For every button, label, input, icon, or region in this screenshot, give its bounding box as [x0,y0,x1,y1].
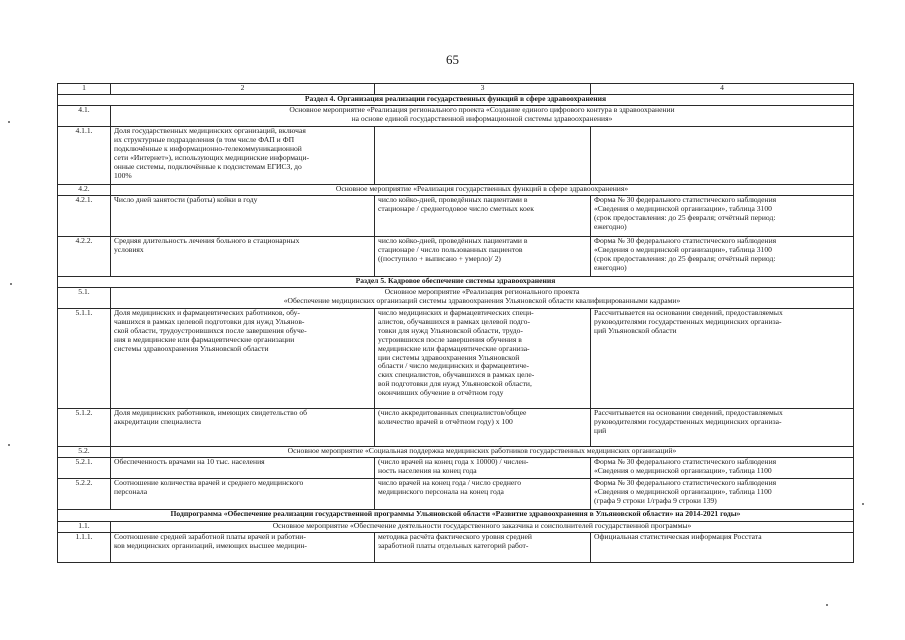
section-title: Подпрограмма «Обеспечение реализации государственной программы Ульяновской области «Развитие здравоохранения в Ульяновской области» на 2014-2021 годы» [58,510,854,522]
text-line: руководителями государственных медицинских организа- [594,316,782,326]
row-number: 4.1. [58,106,111,127]
scan-speck [826,604,828,606]
text-line: Основное мероприятие «Реализация регионального проекта «Создание единого цифрового контура в здравоохранении [289,105,675,114]
text-line: Основное мероприятие «Реализация регионального проекта [384,287,580,296]
row-number: 5.1.2. [58,409,111,447]
activity-row [58,447,854,458]
text-line: товки для нужд Ульяновской области, трудо- [378,325,523,335]
text-line: аккредитации специалиста [114,416,201,426]
text-line: алистов, обучавшихся в рамках целевой подго- [378,316,530,326]
column-header: 4 [591,84,854,95]
text-line: ((поступило + выписано + умерло)/ 2) [378,253,501,263]
row-number: 5.1.1. [58,309,111,409]
data-source [591,479,854,510]
indicator-row [58,237,854,277]
indicator-name [111,127,375,185]
text-line: 100% [114,170,132,180]
activity-title [111,522,854,533]
calculation-method [375,409,591,447]
indicator-name [111,237,375,277]
section-header-row [58,510,854,522]
indicator-row [58,196,854,237]
text-line: заработной платы отдельных категорий работ- [378,540,529,550]
text-line: системы здравоохранения Ульяновской области [114,343,269,353]
data-source [591,196,854,237]
text-line: «Сведения о медицинской организации», таблица 1100 [594,465,772,475]
text-line: «Сведения о медицинской организации», таблица 1100 [594,486,772,496]
text-line: стационаре / среднегодовое число сметных коек [378,203,534,213]
text-line: число койко-дней, проведённых пациентами в [378,195,528,204]
calculation-method [375,127,591,185]
text-line: руководителями государственных медицинских организа- [594,416,782,426]
row-number: 5.2.1. [58,458,111,479]
activity-title [111,288,854,309]
activity-row [58,522,854,533]
text-line: Число дней занятости (работы) койки в году [114,195,258,204]
text-line: число койко-дней, проведённых пациентами в [378,236,528,245]
text-line: Форма № 30 федерального статистического наблюдения [594,195,777,204]
text-line: подключённые к информационно-телекоммуникационной [114,143,302,153]
calculation-method [375,309,591,409]
activity-row [58,106,854,127]
text-line: Основное мероприятие «Социальная поддержка медицинских работников государственных медицинских организаций» [287,446,677,455]
row-number: 5.1. [58,288,111,309]
data-source [591,309,854,409]
text-line: ежегодно) [594,221,627,231]
text-line: (срок предоставления: до 25 февраля; отчётный период: [594,253,776,263]
text-line: Основное мероприятие «Реализация государственных функций в сфере здравоохранения» [335,184,629,193]
calculation-method [375,237,591,277]
indicator-name [111,196,375,237]
text-line: Доля государственных медицинских организаций, включая [114,126,306,135]
row-number: 1.1.1. [58,533,111,563]
text-line: онные системы, подключённые к подсистемам ЕГИСЗ, до [114,161,302,171]
text-line: ков медицинских организаций, имеющих высшее медицин- [114,540,307,550]
column-header: 2 [111,84,375,95]
text-line: Доля медицинских работников, имеющих свидетельство об [114,408,308,417]
section-title: Раздел 5. Кадровое обеспечение системы здравоохранения [58,277,854,288]
text-line: ность населения на конец года [378,465,477,475]
scan-speck [8,444,10,446]
row-number: 1.1. [58,522,111,533]
text-line: ских специалистов, обучавшихся в рамках целе- [378,370,535,380]
row-number: 5.2.2. [58,479,111,510]
section-title: Раздел 4. Организация реализации государственных функций в сфере здравоохранения [58,95,854,106]
indicator-row [58,127,854,185]
row-number: 5.2. [58,447,111,458]
text-line: Официальная статистическая информация Росстата [594,532,762,541]
section-header-row [58,95,854,106]
indicator-name [111,458,375,479]
text-line: число врачей на конец года / число среднего [378,478,522,487]
indicator-name [111,533,375,563]
column-header: 3 [375,84,591,95]
activity-row [58,288,854,309]
text-line: области / число медицинских и фармацевтиче- [378,361,530,371]
row-number: 4.1.1. [58,127,111,185]
text-line: Соотношение средней заработной платы врачей и работни- [114,532,306,541]
text-line: (число аккредитованных специалистов/общее [378,408,527,417]
row-number: 4.2.2. [58,237,111,277]
text-line: ций Ульяновской области [594,325,677,335]
indicator-row [58,533,854,563]
indicator-name [111,309,375,409]
text-line: Обеспеченность врачами на 10 тыс. населения [114,457,265,466]
data-source [591,237,854,277]
calculation-method [375,479,591,510]
page-number: 65 [446,52,459,67]
text-line: методика расчёта фактического уровня средней [378,532,532,541]
column-header: 1 [58,84,111,95]
text-line: ской области, трудоустроившихся после завершения обуче- [114,325,307,335]
text-line: (срок предоставления: до 25 февраля; отчётный период: [594,212,776,222]
text-line: медицинские или фармацевтические организа- [378,343,530,353]
text-line: ния в медицинские или фармацевтические организации [114,334,295,344]
data-source [591,533,854,563]
activity-row [58,185,854,196]
text-line: Доля медицинских и фармацевтических работников, обу- [114,308,300,317]
text-line: «Обеспечение медицинских организаций системы здравоохранения Ульяновской области квалифицированными кадрами» [283,295,681,305]
text-line: Форма № 30 федерального статистического наблюдения [594,236,777,245]
text-line: сети «Интернет»), использующих медицинские информаци- [114,152,310,162]
text-line: медицинского персонала на конец года [378,486,504,496]
text-line: Рассчитывается на основании сведений, предоставляемых [594,408,783,417]
indicator-name [111,409,375,447]
data-source [591,458,854,479]
indicator-table [57,83,854,563]
text-line: Форма № 30 федерального статистического наблюдения [594,457,777,466]
text-line: условиях [114,244,144,254]
text-line: их структурные подразделения (в том числе ФАП и ФП [114,134,295,144]
text-line: устроившихся после завершения обучения в [378,334,522,344]
text-line: чавшихся в рамках целевой подготовки для нужд Ульянов- [114,316,305,326]
text-line: «Сведения о медицинской организации», таблица 3100 [594,244,772,254]
text-line: на основе единой государственной информационной системы здравоохранения» [351,113,613,123]
text-line: Средняя длительность лечения больного в стационарных [114,236,300,245]
activity-title [111,106,854,127]
indicator-row [58,409,854,447]
text-line: окончивших обучение в отчётном году [378,388,504,398]
text-line: ции системы здравоохранения Ульяновской [378,352,520,362]
calculation-method [375,458,591,479]
text-line: число медицинских и фармацевтических специ- [378,308,534,317]
text-line: ций [594,425,607,435]
text-line: количество врачей в отчётном году) х 100 [378,416,513,426]
scan-speck [862,503,864,505]
data-source [591,409,854,447]
column-number-row [58,84,854,95]
activity-title [111,447,854,458]
text-line: Форма № 30 федерального статистического наблюдения [594,478,777,487]
text-line: ежегодно) [594,262,627,272]
row-number: 4.2. [58,185,111,196]
text-line: (число врачей на конец года х 10000) / числен- [378,457,529,466]
scan-speck [10,283,12,285]
scan-speck [8,121,10,123]
text-line: вой подготовки для нужд Ульяновской области, [378,379,532,389]
text-line: Соотношение количества врачей и среднего медицинского [114,478,304,487]
data-source [591,127,854,185]
indicator-row [58,309,854,409]
activity-title [111,185,854,196]
text-line: стационаре / число пользованных пациентов [378,244,523,254]
text-line: Рассчитывается на основании сведений, предоставляемых [594,308,783,317]
text-line: (графа 9 строки 1/графа 9 строки 139) [594,495,717,505]
text-line: Основное мероприятие «Обеспечение деятельности государственного заказчика и соисполнителей государственной программы» [272,521,692,530]
indicator-row [58,479,854,510]
section-header-row [58,277,854,288]
text-line: персонала [114,486,148,496]
indicator-name [111,479,375,510]
text-line: «Сведения о медицинской организации», таблица 3100 [594,203,772,213]
row-number: 4.2.1. [58,196,111,237]
calculation-method [375,196,591,237]
indicator-row [58,458,854,479]
calculation-method [375,533,591,563]
